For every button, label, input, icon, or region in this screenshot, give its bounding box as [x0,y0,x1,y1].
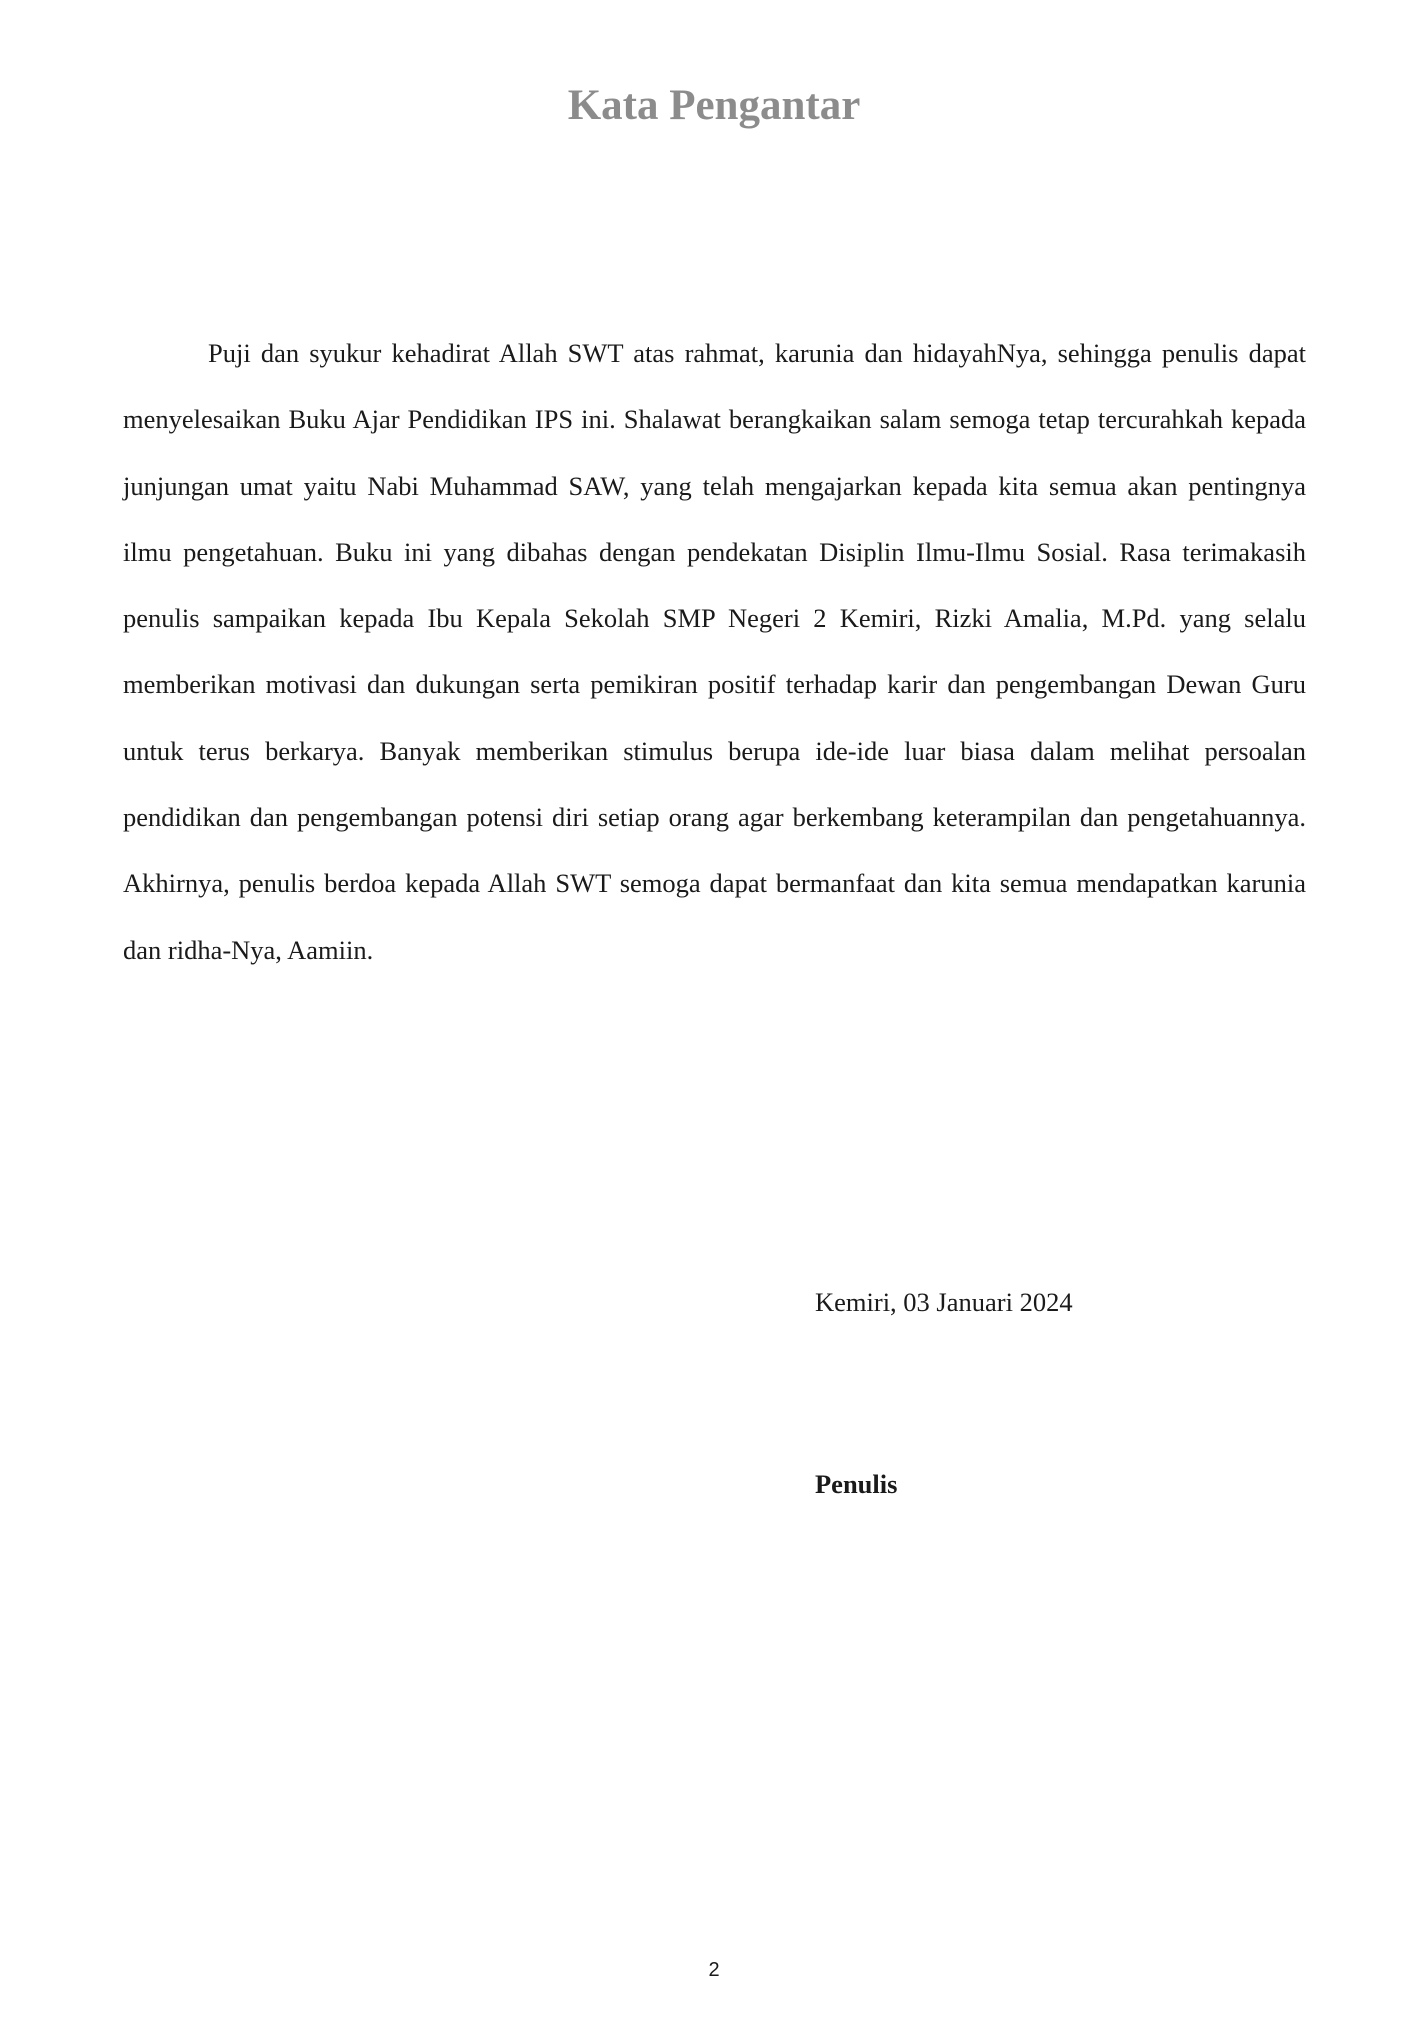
page-number: 2 [708,1959,720,1981]
foreword-paragraph: Puji dan syukur kehadirat Allah SWT atas rahmat, karunia dan hidayahNya, sehingga penulis dapat menyelesaikan Buku Ajar Pendidikan IPS ini. Shalawat berangkaikan salam semoga tetap tercurahkah kepada junjungan umat yaitu Nabi Muhammad SAW, yang telah mengajarkan kepada kita semua akan pentingnya ilmu pengetahuan. Buku ini yang dibahas dengan pendekatan Disiplin Ilmu-Ilmu Sosial. Rasa terimakasih penulis sampaikan kepada Ibu Kepala Sekolah SMP Negeri 2 Kemiri, Rizki Amalia, M.Pd. yang selalu memberikan motivasi dan dukungan serta pemikiran positif terhadap karir dan pengembangan Dewan Guru untuk terus berkarya. Banyak memberikan stimulus berupa ide-ide luar biasa dalam melihat persoalan pendidikan dan pengembangan potensi diri setiap orang agar berkembang keterampilan dan pengetahuannya. Akhirnya, penulis berdoa kepada Allah SWT semoga dapat bermanfaat dan kita semua mendapatkan karunia dan ridha-Nya, Aamiin. [123,338,1306,965]
closing-author: Penulis [815,1469,898,1499]
page-title: Kata Pengantar [567,82,861,129]
closing-place-date: Kemiri, 03 Januari 2024 [815,1287,1073,1317]
